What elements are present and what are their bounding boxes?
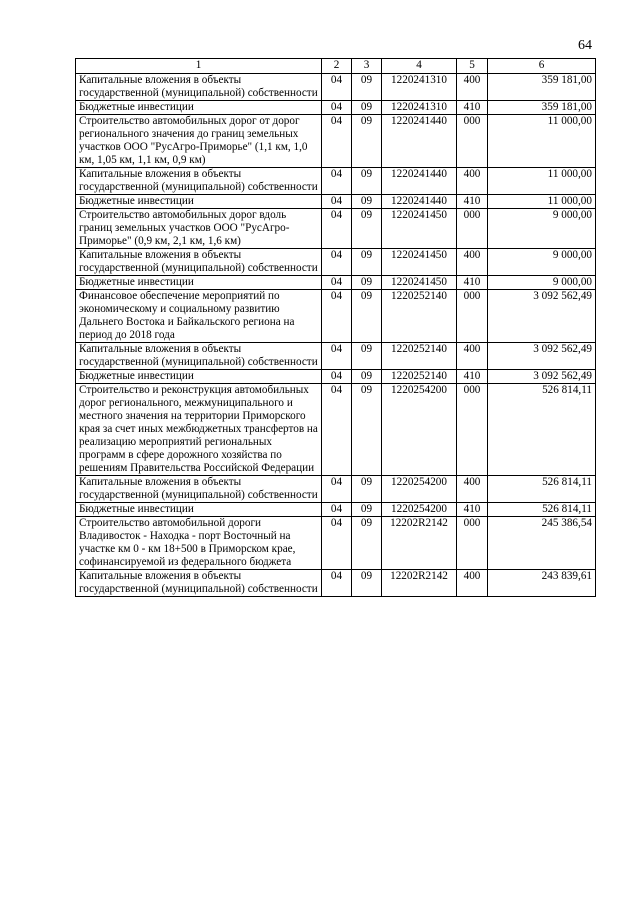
row-amount: 11 000,00 bbox=[488, 115, 596, 168]
row-target-article: 1220241440 bbox=[382, 195, 457, 209]
row-name: Строительство и реконструкция автомобильных дорог регионального, межмуниципального и местного значения на территории Приморского края за счет иных межбюджетных трансфертов на реализацию мероприятий региональных программ в сфере дорожного хозяйства по решениям Правительства Российской Федерации bbox=[76, 384, 322, 476]
row-amount: 243 839,61 bbox=[488, 570, 596, 597]
row-name: Бюджетные инвестиции bbox=[76, 370, 322, 384]
table-row bbox=[76, 276, 596, 290]
row-amount: 3 092 562,49 bbox=[488, 370, 596, 384]
row-target-article: 1220241440 bbox=[382, 168, 457, 195]
table-header bbox=[76, 59, 596, 74]
row-target-article: 1220241450 bbox=[382, 276, 457, 290]
row-section: 04 bbox=[322, 74, 352, 101]
table-body bbox=[76, 74, 596, 597]
row-expense-type: 000 bbox=[457, 209, 488, 249]
row-amount: 9 000,00 bbox=[488, 209, 596, 249]
row-expense-type: 400 bbox=[457, 343, 488, 370]
table-row bbox=[76, 168, 596, 195]
row-subsection: 09 bbox=[352, 249, 382, 276]
col-header-2: 2 bbox=[322, 59, 352, 74]
row-section: 04 bbox=[322, 517, 352, 570]
row-subsection: 09 bbox=[352, 370, 382, 384]
row-section: 04 bbox=[322, 476, 352, 503]
table-row bbox=[76, 570, 596, 597]
row-subsection: 09 bbox=[352, 115, 382, 168]
row-section: 04 bbox=[322, 195, 352, 209]
row-expense-type: 000 bbox=[457, 517, 488, 570]
row-amount: 359 181,00 bbox=[488, 74, 596, 101]
row-name: Капитальные вложения в объекты государственной (муниципальной) собственности bbox=[76, 74, 322, 101]
table-row bbox=[76, 101, 596, 115]
row-expense-type: 410 bbox=[457, 195, 488, 209]
row-name: Капитальные вложения в объекты государственной (муниципальной) собственности bbox=[76, 343, 322, 370]
row-amount: 9 000,00 bbox=[488, 249, 596, 276]
row-target-article: 1220241310 bbox=[382, 74, 457, 101]
row-name: Строительство автомобильной дороги Владивосток - Находка - порт Восточный на участке км 0 - км 18+500 в Приморском крае, софинансируемой из федерального бюджета bbox=[76, 517, 322, 570]
row-amount: 11 000,00 bbox=[488, 195, 596, 209]
row-section: 04 bbox=[322, 370, 352, 384]
row-name: Капитальные вложения в объекты государственной (муниципальной) собственности bbox=[76, 476, 322, 503]
row-target-article: 12202R2142 bbox=[382, 517, 457, 570]
row-name: Бюджетные инвестиции bbox=[76, 276, 322, 290]
row-target-article: 1220241450 bbox=[382, 249, 457, 276]
row-section: 04 bbox=[322, 570, 352, 597]
row-subsection: 09 bbox=[352, 74, 382, 101]
row-section: 04 bbox=[322, 168, 352, 195]
row-expense-type: 410 bbox=[457, 370, 488, 384]
row-amount: 526 814,11 bbox=[488, 384, 596, 476]
row-subsection: 09 bbox=[352, 384, 382, 476]
row-target-article: 1220252140 bbox=[382, 370, 457, 384]
row-subsection: 09 bbox=[352, 168, 382, 195]
row-name: Капитальные вложения в объекты государственной (муниципальной) собственности bbox=[76, 168, 322, 195]
row-section: 04 bbox=[322, 209, 352, 249]
row-section: 04 bbox=[322, 249, 352, 276]
row-subsection: 09 bbox=[352, 517, 382, 570]
row-name: Строительство автомобильных дорог от дорог регионального значения до границ земельных участков ООО "РусАгро-Приморье" (1,1 км, 1,0 км, 1,05 км, 1,1 км, 0,9 км) bbox=[76, 115, 322, 168]
table-row bbox=[76, 384, 596, 476]
row-expense-type: 000 bbox=[457, 115, 488, 168]
row-expense-type: 400 bbox=[457, 74, 488, 101]
row-subsection: 09 bbox=[352, 101, 382, 115]
row-expense-type: 000 bbox=[457, 290, 488, 343]
row-section: 04 bbox=[322, 290, 352, 343]
row-subsection: 09 bbox=[352, 195, 382, 209]
row-amount: 11 000,00 bbox=[488, 168, 596, 195]
row-subsection: 09 bbox=[352, 570, 382, 597]
row-section: 04 bbox=[322, 384, 352, 476]
row-expense-type: 410 bbox=[457, 101, 488, 115]
row-subsection: 09 bbox=[352, 503, 382, 517]
row-expense-type: 400 bbox=[457, 249, 488, 276]
table-row bbox=[76, 115, 596, 168]
row-name: Строительство автомобильных дорог вдоль границ земельных участков ООО "РусАгро-Приморье" (0,9 км, 2,1 км, 1,6 км) bbox=[76, 209, 322, 249]
row-target-article: 1220241440 bbox=[382, 115, 457, 168]
row-amount: 245 386,54 bbox=[488, 517, 596, 570]
table-row bbox=[76, 195, 596, 209]
row-section: 04 bbox=[322, 276, 352, 290]
row-section: 04 bbox=[322, 503, 352, 517]
row-amount: 3 092 562,49 bbox=[488, 290, 596, 343]
budget-table bbox=[75, 58, 596, 597]
table-row bbox=[76, 249, 596, 276]
page-number: 64 bbox=[578, 38, 592, 53]
row-target-article: 1220254200 bbox=[382, 476, 457, 503]
table-row bbox=[76, 290, 596, 343]
row-target-article: 12202R2142 bbox=[382, 570, 457, 597]
row-section: 04 bbox=[322, 101, 352, 115]
col-header-3: 3 bbox=[352, 59, 382, 74]
row-expense-type: 410 bbox=[457, 503, 488, 517]
table-row bbox=[76, 343, 596, 370]
row-amount: 526 814,11 bbox=[488, 476, 596, 503]
table-row bbox=[76, 517, 596, 570]
header-row bbox=[76, 59, 596, 74]
row-section: 04 bbox=[322, 115, 352, 168]
row-expense-type: 400 bbox=[457, 476, 488, 503]
col-header-5: 5 bbox=[457, 59, 488, 74]
row-amount: 9 000,00 bbox=[488, 276, 596, 290]
row-name: Бюджетные инвестиции bbox=[76, 195, 322, 209]
row-target-article: 1220252140 bbox=[382, 290, 457, 343]
table-row bbox=[76, 74, 596, 101]
row-name: Финансовое обеспечение мероприятий по экономическому и социальному развитию Дальнего Востока и Байкальского региона на период до 2018 года bbox=[76, 290, 322, 343]
row-expense-type: 400 bbox=[457, 168, 488, 195]
row-amount: 526 814,11 bbox=[488, 503, 596, 517]
row-target-article: 1220252140 bbox=[382, 343, 457, 370]
table-row bbox=[76, 503, 596, 517]
row-target-article: 1220241450 bbox=[382, 209, 457, 249]
col-header-6: 6 bbox=[488, 59, 596, 74]
row-target-article: 1220241310 bbox=[382, 101, 457, 115]
row-target-article: 1220254200 bbox=[382, 503, 457, 517]
row-expense-type: 400 bbox=[457, 570, 488, 597]
row-subsection: 09 bbox=[352, 209, 382, 249]
row-name: Бюджетные инвестиции bbox=[76, 101, 322, 115]
col-header-4: 4 bbox=[382, 59, 457, 74]
row-subsection: 09 bbox=[352, 276, 382, 290]
row-expense-type: 000 bbox=[457, 384, 488, 476]
col-header-1: 1 bbox=[76, 59, 322, 74]
row-section: 04 bbox=[322, 343, 352, 370]
row-subsection: 09 bbox=[352, 343, 382, 370]
table-row bbox=[76, 476, 596, 503]
row-subsection: 09 bbox=[352, 290, 382, 343]
row-expense-type: 410 bbox=[457, 276, 488, 290]
table-row bbox=[76, 370, 596, 384]
row-name: Бюджетные инвестиции bbox=[76, 503, 322, 517]
row-target-article: 1220254200 bbox=[382, 384, 457, 476]
table-row bbox=[76, 209, 596, 249]
row-name: Капитальные вложения в объекты государственной (муниципальной) собственности bbox=[76, 570, 322, 597]
row-name: Капитальные вложения в объекты государственной (муниципальной) собственности bbox=[76, 249, 322, 276]
row-amount: 359 181,00 bbox=[488, 101, 596, 115]
row-amount: 3 092 562,49 bbox=[488, 343, 596, 370]
row-subsection: 09 bbox=[352, 476, 382, 503]
